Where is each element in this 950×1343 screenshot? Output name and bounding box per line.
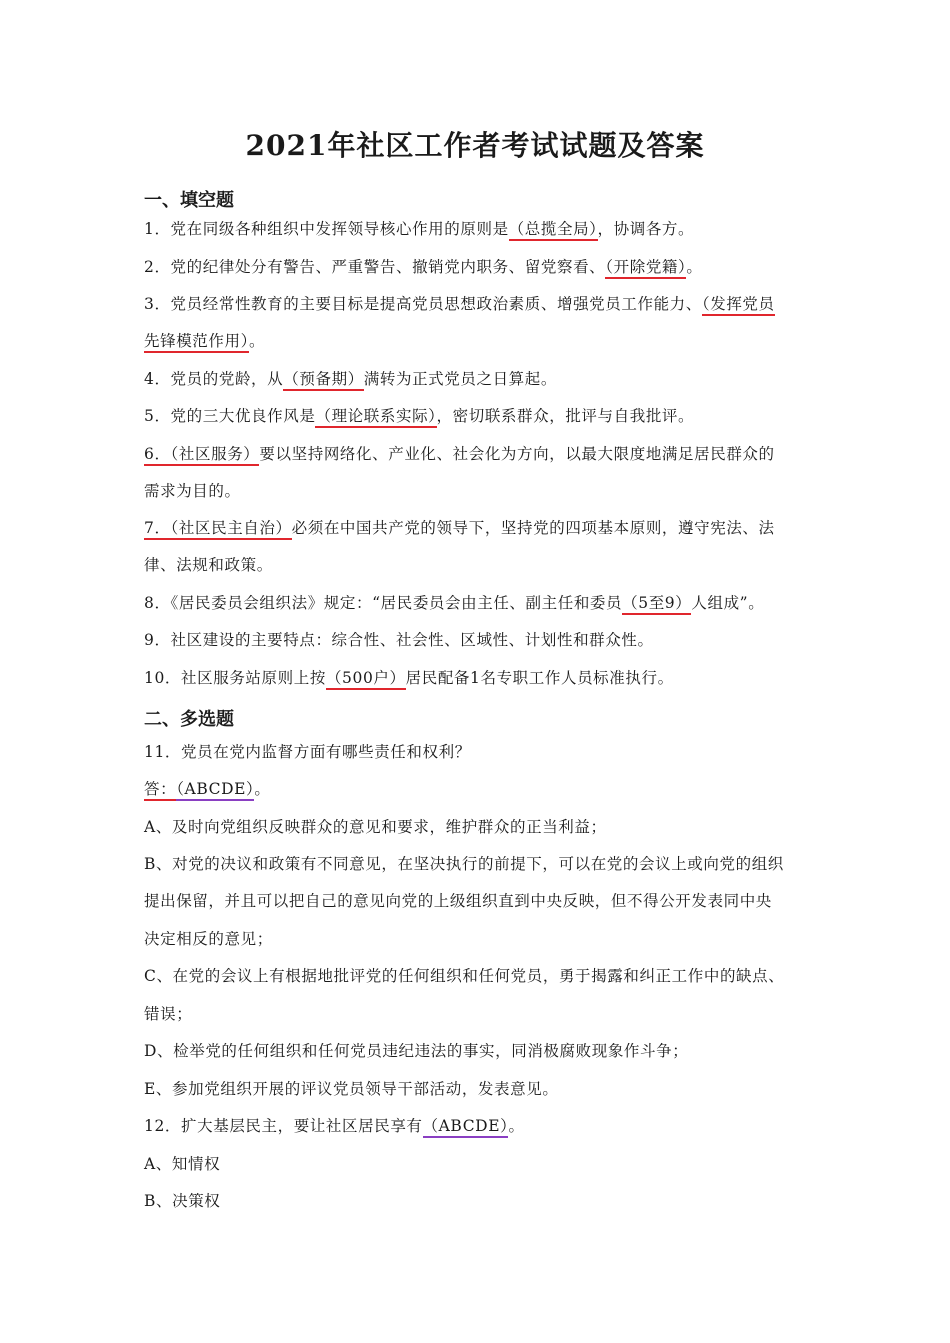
answer-10: （500户） <box>326 669 406 690</box>
option-11-c-line-2: 错误； <box>144 1005 193 1023</box>
option-11-a: A、及时向党组织反映群众的意见和要求，维护群众的正当利益； <box>144 818 607 836</box>
page-title: 2021年社区工作者考试试题及答案 <box>245 129 705 162</box>
answer-12: （ABCDE） <box>423 1117 509 1138</box>
question-7-line-1: 7．（社区民主自治）必须在中国共产党的领导下，坚持党的四项基本原则，遵守宪法、法 <box>144 517 814 539</box>
option-11-c-line-1: C、在党的会议上有根据地批评党的任何组织和任何党员，勇于揭露和纠正工作中的缺点、 <box>144 967 785 985</box>
question-12: 12．扩大基层民主，要让社区居民享有（ABCDE）。 <box>144 1115 814 1137</box>
question-5: 5．党的三大优良作风是（理论联系实际），密切联系群众，批评与自我批评。 <box>144 405 814 427</box>
option-11-b-line-3: 决定相反的意见； <box>144 930 273 948</box>
option-11-d: D、检举党的任何组织和任何党员违纪违法的事实，同消极腐败现象作斗争； <box>144 1042 689 1060</box>
question-10: 10．社区服务站原则上按（500户）居民配备1名专职工作人员标准执行。 <box>144 667 814 689</box>
option-11-b-line-2: 提出保留，并且可以把自己的意见向党的上级组织直到中央反映，但不得公开发表同中央 <box>144 892 772 910</box>
question-3-line-1: 3．党员经常性教育的主要目标是提高党员思想政治素质、增强党员工作能力、（发挥党员 <box>144 293 814 315</box>
question-2: 2．党的纪律处分有警告、严重警告、撤销党内职务、留党察看、（开除党籍）。 <box>144 256 814 278</box>
answer-3-part-2: 先锋模范作用） <box>144 332 249 353</box>
answer-4: （预备期） <box>283 370 364 391</box>
answer-11-line: 答：（ABCDE）。 <box>144 778 814 800</box>
answer-6: 6．（社区服务） <box>144 445 259 466</box>
option-11-e: E、参加党组织开展的评议党员领导干部活动，发表意见。 <box>144 1080 559 1098</box>
section-heading-fill-blank: 一、填空题 <box>144 190 234 211</box>
question-6-line-2: 需求为目的。 <box>144 482 241 500</box>
question-8: 8．《居民委员会组织法》规定：“居民委员会由主任、副主任和委员（5至9）人组成”。 <box>144 592 814 614</box>
option-12-b: B、决策权 <box>144 1192 221 1210</box>
option-11-b-line-1: B、对党的决议和政策有不同意见，在坚决执行的前提下，可以在党的会议上或向党的组织 <box>144 855 784 873</box>
answer-3-part-1: （发挥党员 <box>702 295 775 316</box>
answer-8: （5至9） <box>622 594 691 615</box>
answer-1: （总揽全局） <box>509 220 598 241</box>
question-11: 11．党员在党内监督方面有哪些责任和权利？ <box>144 743 471 761</box>
question-3-line-2: 先锋模范作用）。 <box>144 330 814 352</box>
question-9: 9．社区建设的主要特点：综合性、社会性、区域性、计划性和群众性。 <box>144 631 654 649</box>
answer-label: 答： <box>144 780 176 801</box>
question-4: 4．党员的党龄，从（预备期）满转为正式党员之日算起。 <box>144 368 814 390</box>
answer-11: （ABCDE） <box>176 780 254 801</box>
question-1: 1．党在同级各种组织中发挥领导核心作用的原则是（总揽全局），协调各方。 <box>144 218 814 240</box>
answer-7: 7．（社区民主自治） <box>144 519 292 540</box>
answer-2: （开除党籍） <box>605 258 686 279</box>
answer-5: （理论联系实际） <box>315 407 436 428</box>
question-7-line-2: 律、法规和政策。 <box>144 556 273 574</box>
question-6-line-1: 6．（社区服务）要以坚持网络化、产业化、社会化为方向，以最大限度地满足居民群众的 <box>144 443 814 465</box>
option-12-a: A、知情权 <box>144 1155 221 1173</box>
section-heading-multi-choice: 二、多选题 <box>144 709 234 730</box>
